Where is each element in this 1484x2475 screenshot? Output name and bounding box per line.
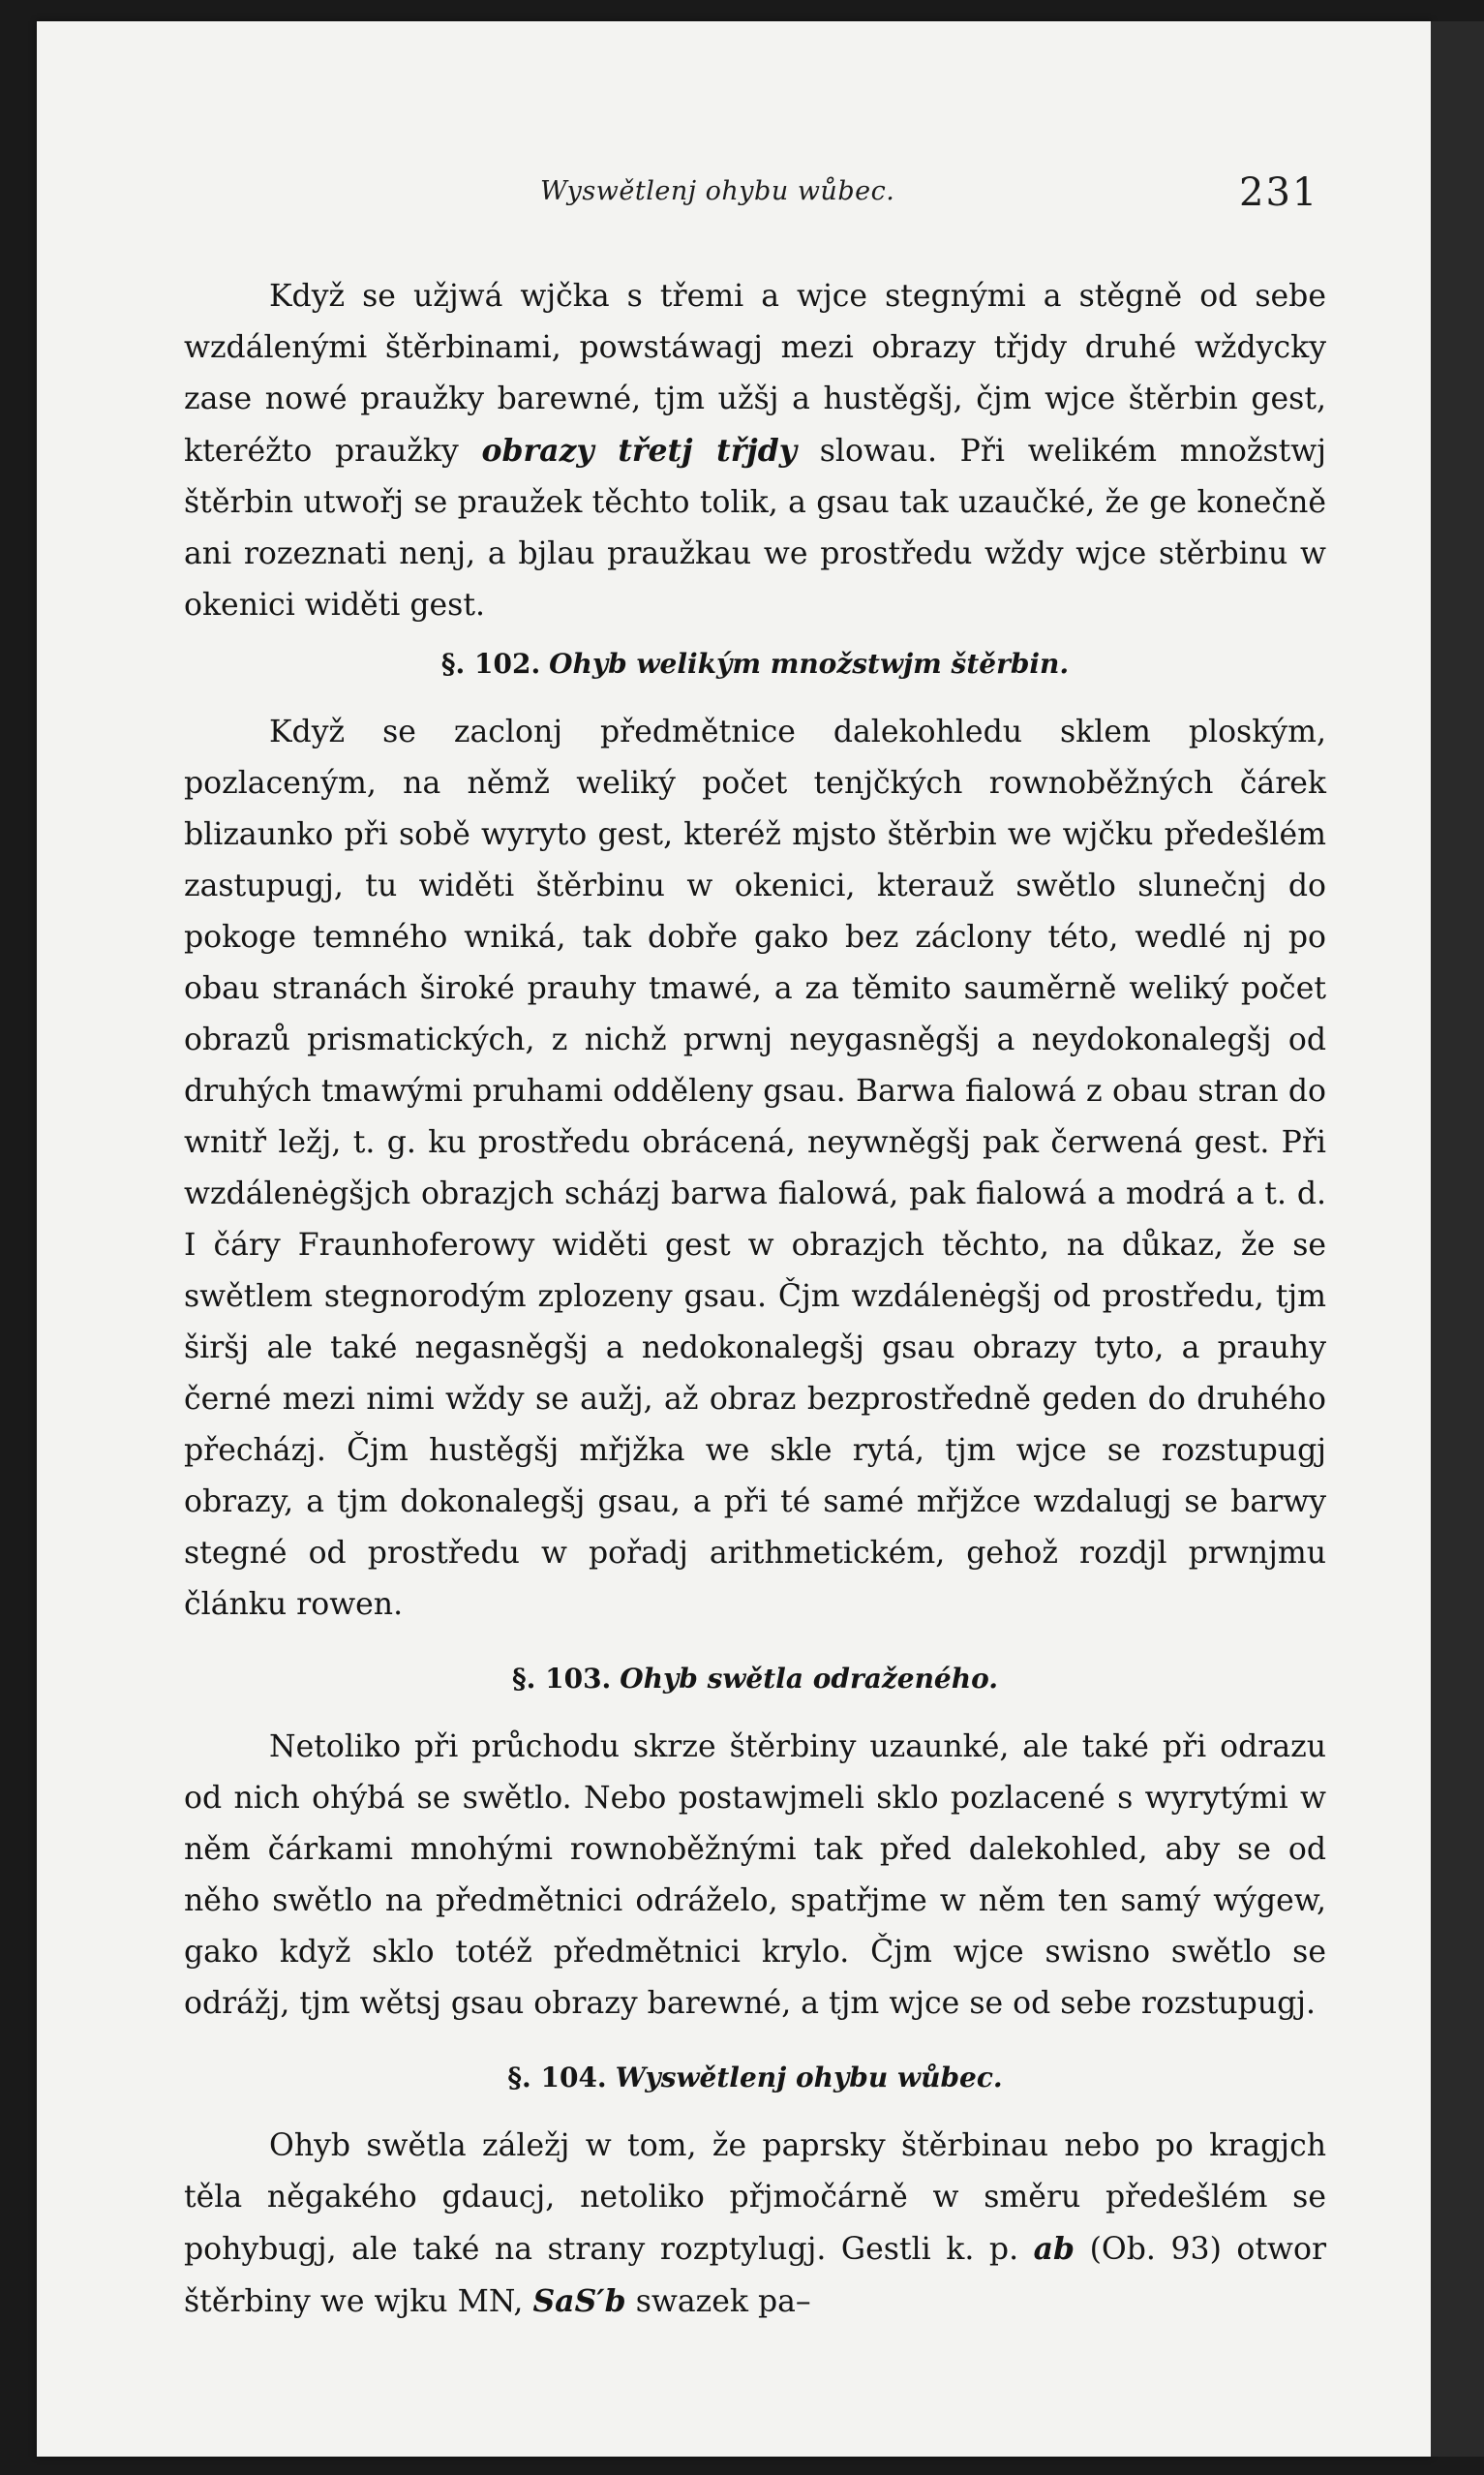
section-title: Ohyb swětla odraženého. xyxy=(620,1663,999,1695)
paragraph-103: Netoliko při průchodu skrze štěrbiny uzaunké, ale také při odrazu od nich ohýbá se swětlo. Nebo postawjmeli sklo pozlacené s wyrytými w něm čárkami mnohými rownoběžnými tak před dalekohled, aby se od něho swětlo na předmětnici odráželo, spatřjme w něm ten samý wýgew, gako když sklo totéž předmětnici krylo. Čjm wjce swisno swětlo se odrážj, tjm wětsj gsau obrazy barewné, a tjm wjce se od sebe rozstupugj. xyxy=(184,1729,1326,2021)
text-span: Ohyb swětla záležj w tom, že paprsky štěrbinau nebo po kragjch těla něgakého gdaucj, netoliko přjmočárně w směru předešlém se pohybugj, ale také na strany rozptylugj. Gestli k. p. xyxy=(184,2128,1326,2267)
section-heading-102 xyxy=(184,645,1326,684)
section-number: §. 103. xyxy=(511,1663,612,1695)
paragraph-104 xyxy=(184,2121,1326,2328)
emphasis-ab: ab xyxy=(1033,2231,1075,2267)
section-title: Wyswětlenj ohybu wůbec. xyxy=(615,2062,1003,2093)
section-heading-104 xyxy=(184,2059,1326,2097)
page-body xyxy=(184,271,1326,2328)
section-heading-103 xyxy=(184,1660,1326,1698)
text-span: (Ob. 93) otwor štěrbiny we wjku MN, xyxy=(184,2232,1327,2319)
section-number: §. 102. xyxy=(440,648,541,680)
page-header xyxy=(37,159,1431,227)
running-title: Wyswětlenj ohybu wůbec. xyxy=(540,176,895,206)
paragraph-101-continuation xyxy=(184,271,1326,631)
text-span: Když se užjwá wjčka s třemi a wjce stegnými a stěgně od sebe wzdálenými štěrbinami, powstáwagj mezi obrazy třjdy druhé wždycky zase nowé praužky barewné, tjm užšj a hustěgšj, čjm wjce štěrbin gest, kteréžto praužky xyxy=(184,279,1326,469)
page-number: 231 xyxy=(1239,170,1319,215)
emphasis-sasb: SaS′b xyxy=(532,2283,626,2319)
text-span: swazek pa– xyxy=(635,2284,811,2319)
text-span: slowau. Při welikém množstwj štěrbin utwořj se praužek těchto tolik, a gsau tak uzaučké, že ge konečně ani rozeznati nenj, a bjlau praužkau we prostředu wždy wjce stěrbinu w okenici widěti gest. xyxy=(184,434,1327,623)
scan-border xyxy=(1431,21,1484,2457)
emphasis-text: obrazy třetj třjdy xyxy=(481,433,798,469)
section-title: Ohyb welikým množstwjm štěrbin. xyxy=(549,648,1070,680)
section-number: §. 104. xyxy=(507,2062,607,2093)
book-page xyxy=(37,21,1431,2457)
paragraph-102: Když se zaclonj předmětnice dalekohledu sklem ploským, pozlaceným, na němž weliký počet tenjčkých rownoběžných čárek blizaunko při sobě wyryto gest, kteréž mjsto štěrbin we wjčku předešlém zastupugj, tu widěti štěrbinu w okenici, kterauž swětlo slunečnj do pokoge temného wniká, tak dobře gako bez záclony této, wedlé nj po obau stranách široké prauhy tmawé, a za těmito sauměrně weliký počet obrazů prismatických, z nichž prwnj neygasněgšj a neydokonalegšj od druhých tmawými pruhami odděleny gsau. Barwa fialowá z obau stran do wnitř ležj, t. g. ku prostředu obrácená, neywněgšj pak čerwená gest. Při wzdálenėgšjch obrazjch scházj barwa fialowá, pak fialowá a modrá a t. d. I čáry Fraunhoferowy widěti gest w obrazjch těchto, na důkaz, že se swětlem stegnorodým zplozeny gsau. Čjm wzdálenėgšj od prostředu, tjm širšj ale také negasněgšj a nedokonalegšj gsau obrazy tyto, a prauhy černé mezi nimi wždy se aužj, až obraz bezprostředně geden do druhého přecházj. Čjm hustěgšj mřjžka we skle rytá, tjm wjce se rozstupugj obrazy, a tjm dokonalegšj gsau, a při té samé mřjžce wzdalugj se barwy stegné od prostředu w pořadj arithmetickém, gehož rozdjl prwnjmu článku rowen. xyxy=(184,715,1326,1622)
